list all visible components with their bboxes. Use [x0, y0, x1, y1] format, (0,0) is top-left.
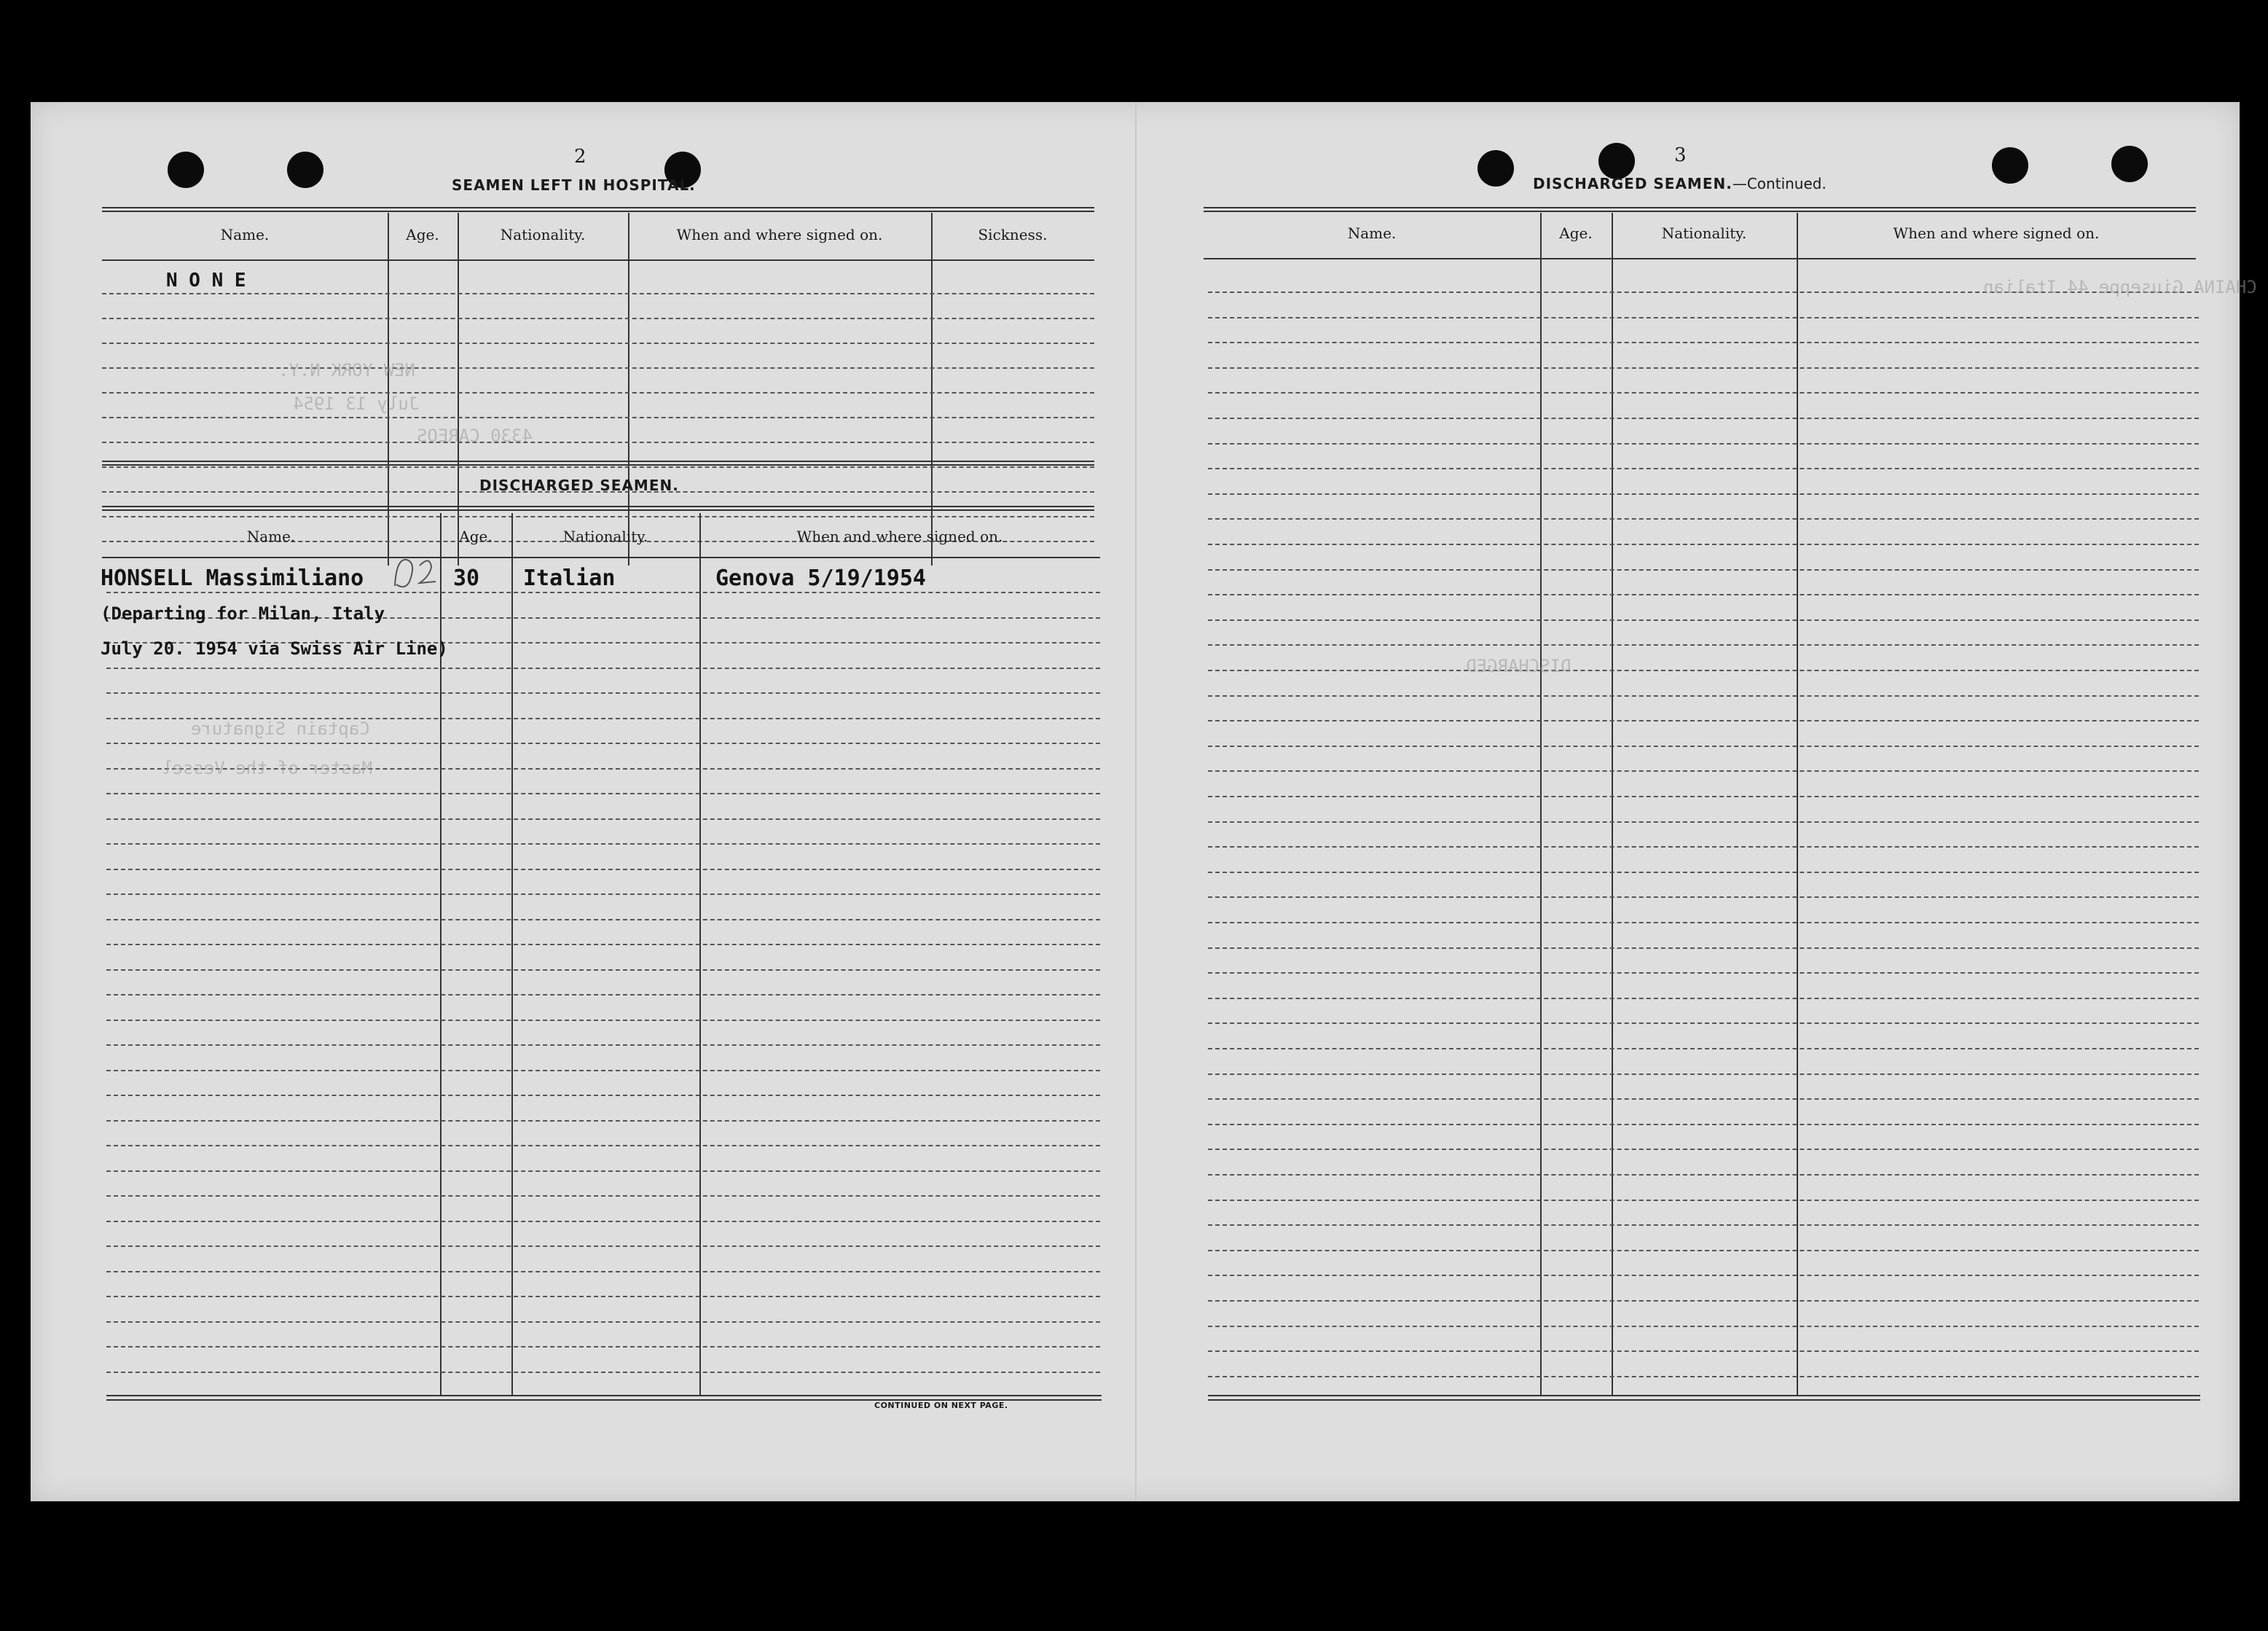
ruled-line [1208, 746, 2199, 747]
ruled-line [1208, 922, 2199, 923]
bleed-through-text: DISCHARGED [1466, 656, 1571, 676]
right-col-signed-on: When and where signed on. [1893, 224, 2100, 242]
seaman-note-line-1: (Departing for Milan, Italy [101, 603, 385, 624]
ruled-line [102, 318, 1094, 319]
right-col-divider [1612, 213, 1613, 1395]
hospital-entry-none: N O N E [166, 270, 246, 292]
ruled-line [106, 994, 1100, 996]
continued-footer: CONTINUED ON NEXT PAGE. [874, 1401, 1008, 1410]
hospital-col-signed-on: When and where signed on. [676, 226, 883, 243]
ruled-line [1208, 796, 2199, 797]
ruled-line [106, 1070, 1100, 1071]
ruled-line [1208, 1275, 2199, 1276]
seaman-nationality: Italian [523, 566, 616, 591]
ruled-line [1208, 896, 2199, 898]
bleed-through-text: CHAINA Giuseppe 44 Italian [1983, 277, 2257, 297]
page-fold [1135, 102, 1137, 1501]
ruled-line [1208, 367, 2199, 369]
bleed-through-text: Captain Signature [191, 719, 370, 739]
ruled-line [106, 692, 1100, 694]
ruled-line [106, 919, 1100, 920]
bleed-through-text: July 13 1954 [293, 394, 420, 414]
ruled-line [1208, 468, 2199, 469]
ruled-line [102, 293, 1094, 294]
ruled-line [106, 668, 1100, 669]
ruled-line [1208, 1300, 2199, 1302]
ruled-line [106, 1271, 1100, 1272]
punch-hole [2111, 146, 2148, 182]
ruled-line [1208, 443, 2199, 445]
ruled-line [1208, 872, 2199, 873]
discharged-header-top-rule [102, 506, 1094, 511]
ruled-line [1208, 695, 2199, 697]
bleed-through-text: Master of the Vessel [162, 758, 372, 778]
ruled-line [1208, 821, 2199, 823]
seaman-note-line-2: July 20. 1954 via Swiss Air Line) [101, 638, 448, 659]
ruled-line [106, 1170, 1100, 1172]
ruled-line [1208, 1200, 2199, 1201]
ruled-line [102, 442, 1094, 443]
punch-hole [287, 152, 323, 188]
ruled-line [1208, 947, 2199, 949]
ruled-line [102, 367, 1094, 369]
ruled-line [1208, 1149, 2199, 1150]
seaman-signed-on: Genova 5/19/1954 [715, 566, 926, 591]
ruled-line [106, 1020, 1100, 1021]
ruled-line [1208, 670, 2199, 671]
ruled-line [106, 1195, 1100, 1197]
discharged-bottom-rule [106, 1395, 1102, 1396]
ruled-line [1208, 392, 2199, 394]
ruled-line [106, 793, 1100, 794]
right-col-name: Name. [1347, 224, 1397, 242]
ruled-line [102, 392, 1094, 394]
discharged-col-nationality: Nationality. [562, 528, 648, 545]
discharged-col-age: Age. [459, 528, 493, 545]
seaman-name: HONSELL Massimiliano [101, 566, 364, 591]
hospital-col-age: Age. [406, 226, 439, 243]
right-col-divider [1797, 213, 1798, 1395]
ruled-line [106, 1296, 1100, 1297]
seaman-age: 30 [453, 566, 480, 591]
right-bottom-rule [1208, 1395, 2200, 1396]
hospital-col-nationality: Nationality. [500, 226, 586, 243]
ruled-line [1208, 1073, 2199, 1075]
ruled-line [1208, 317, 2199, 318]
ruled-line [1208, 418, 2199, 419]
ruled-line [106, 869, 1100, 870]
hospital-table-top-rule [102, 207, 1094, 212]
ruled-line [102, 343, 1094, 344]
ruled-line [106, 592, 1100, 593]
ruled-line [1208, 1224, 2199, 1226]
bleed-through-text: 4330 CAREOS [417, 426, 533, 446]
ruled-line [106, 843, 1100, 845]
ruled-line [106, 1221, 1100, 1222]
ruled-line [106, 1044, 1100, 1046]
punch-hole [1992, 147, 2028, 184]
ruled-line [1208, 1326, 2199, 1327]
punch-hole [1598, 143, 1635, 179]
ruled-line [1208, 569, 2199, 571]
right-col-age: Age. [1559, 224, 1593, 242]
ruled-line [1208, 720, 2199, 721]
ruled-line [1208, 644, 2199, 646]
ruled-line [106, 944, 1100, 945]
ruled-line [1208, 594, 2199, 595]
hospital-col-divider [388, 213, 389, 566]
ruled-line [1208, 342, 2199, 343]
ruled-line [1208, 1174, 2199, 1176]
punch-hole [1478, 150, 1514, 187]
handwritten-mark [388, 549, 446, 593]
hospital-header-rule [102, 259, 1094, 261]
hospital-col-name: Name. [220, 226, 270, 243]
ruled-line [106, 818, 1100, 820]
ruled-line [1208, 544, 2199, 545]
ruled-line [106, 1372, 1100, 1373]
page-number-right: 3 [1674, 144, 1687, 166]
ruled-line [1208, 998, 2199, 999]
discharged-col-divider [699, 513, 701, 1395]
discharged-col-divider [511, 513, 513, 1395]
continued-suffix: —Continued. [1732, 175, 1826, 192]
hospital-col-divider [931, 213, 933, 566]
hospital-section-title: SEAMEN LEFT IN HOSPITAL. [452, 176, 696, 194]
hospital-col-divider [458, 213, 459, 566]
discharged-table-top-rule [102, 461, 1094, 466]
ruled-line [1208, 1350, 2199, 1352]
ruled-line [102, 516, 1094, 517]
ruled-line [1208, 1376, 2199, 1377]
ruled-line [106, 743, 1100, 744]
ruled-line [106, 893, 1100, 895]
ruled-line [1208, 972, 2199, 974]
hospital-col-divider [628, 213, 629, 566]
ruled-line [106, 1245, 1100, 1247]
ruled-line [1208, 1048, 2199, 1049]
ruled-line [106, 1145, 1100, 1146]
ruled-line [1208, 1098, 2199, 1100]
ruled-line [1208, 1250, 2199, 1251]
ruled-line [1208, 770, 2199, 772]
discharged-col-signed-on: When and where signed on. [796, 528, 1003, 545]
hospital-col-sickness: Sickness. [978, 226, 1048, 243]
ruled-line [1208, 619, 2199, 621]
right-bottom-rule [1208, 1399, 2200, 1401]
ruled-line [1208, 1124, 2199, 1125]
right-col-nationality: Nationality. [1661, 224, 1747, 242]
punch-hole [168, 152, 204, 188]
ruled-line [106, 1346, 1100, 1348]
document-paper [31, 102, 2257, 1501]
ruled-line [106, 969, 1100, 971]
discharged-section-title: DISCHARGED SEAMEN. [479, 477, 679, 494]
right-col-divider [1540, 213, 1542, 1395]
ruled-line [1208, 1022, 2199, 1024]
discharged-header-rule [102, 557, 1100, 558]
ruled-line [106, 1321, 1100, 1323]
ruled-line [106, 1095, 1100, 1096]
right-header-rule [1204, 258, 2196, 259]
ruled-line [1208, 846, 2199, 848]
ruled-line [102, 417, 1094, 418]
ruled-line [106, 1120, 1100, 1122]
right-table-top-rule [1204, 207, 2196, 212]
bleed-through-text: NEW YORK N.Y. [278, 360, 415, 380]
ruled-line [1208, 518, 2199, 520]
ruled-line [102, 466, 1094, 468]
discharged-continued-title [1533, 175, 1826, 192]
discharged-continued-title-text: DISCHARGED SEAMEN. [1533, 175, 1733, 192]
ruled-line [1208, 493, 2199, 495]
discharged-col-name: Name. [246, 528, 296, 545]
page-number-left: 2 [574, 146, 586, 168]
